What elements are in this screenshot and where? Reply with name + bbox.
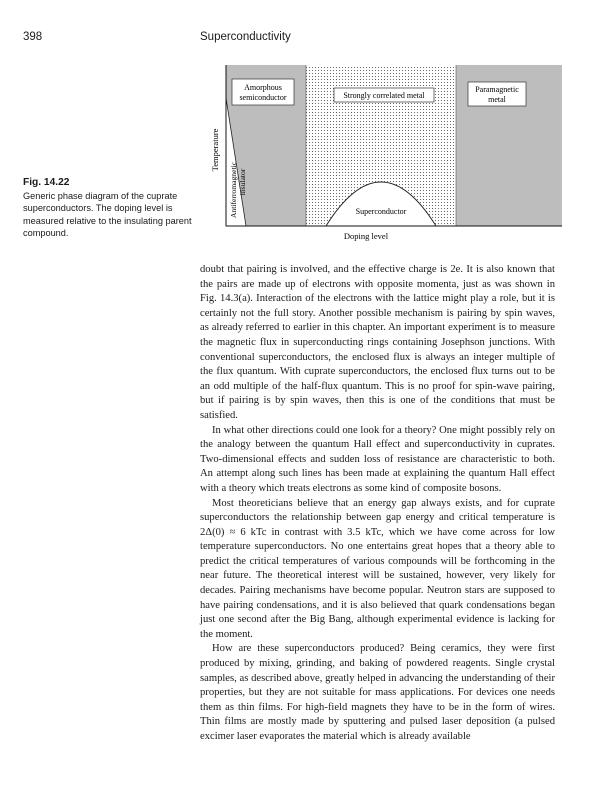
superconductor-label: Superconductor [355, 207, 407, 216]
figure-label: Fig. 14.22 [23, 177, 70, 188]
x-axis-label: Doping level [343, 231, 389, 241]
amorphous-label-1: Amorphous [244, 83, 282, 92]
paragraph-1: doubt that pairing is involved, and the effective charge is 2e. It is also known that the pairs are made up of electrons with opposite momenta, just as was shown in Fig. 14.3(a). Interaction of the electrons with the lattice might play a role, but it is certainly not the full story. Another possible mechanism is pairing by spin waves, as already referred to earlier in this chapter. An important experiment is to measure the magnetic flux in superconducting rings containing Josephson junctions. With conventional superconductors, the enclosed flux is always an integer multiple of the flux quantum. With cuprate superconductors, the enclosed flux turns out to be an odd multiple of the half-flux quantum. This is no proof for spin-wave pairing, but if pairing is by spin waves, then this is one of the conditions that must be satisfied. [200, 264, 555, 421]
phase-diagram-figure [206, 60, 566, 245]
running-title: Superconductivity [200, 31, 291, 43]
figure-caption [23, 177, 198, 239]
page-number: 398 [23, 31, 43, 43]
paramagnetic-label-2: metal [488, 95, 506, 104]
afm-label-1: Antiferromagnetic [229, 161, 238, 219]
paragraph-2: In what other directions could one look for a theory? One might possibly rely on the analogy between the quantum Hall effect and superconductivity in cuprates. Two-dimensional effects and sudden loss of resistance are characteristic to both. An attempt along such lines has been made at explaining the quantum Hall effect with a theory which treats electrons as some kind of composite bosons. [200, 424, 555, 494]
figure-caption-text: Generic phase diagram of the cuprate superconductors. The doping level is measured relative to the insulating parent compound. [23, 191, 192, 238]
y-axis-label: Temperature [210, 128, 220, 172]
body-text [200, 263, 555, 745]
correlated-metal-label: Strongly correlated metal [343, 91, 425, 100]
paramagnetic-label-1: Paramagnetic [475, 85, 519, 94]
paragraph-3: Most theoreticians believe that an energy gap always exists, and for cuprate superconductors the relationship between gap energy and critical temperature is 2Δ(0) ≈ 6 kTc in contrast with 3.5 kTc, which we have come across for low temperature superconductors. No one entertains great hopes that a theory able to predict the critical temperatures of various compounds will be forthcoming in the near future. The theoretical interest will be sustained, however, very likely for decades. Pairing mechanisms have become popular. Neutron stars are supposed to have pairing condensations, and it is also believed that quark condensations began just one second after the Big Bang, although experimental evidence is lacking for the moment. [200, 497, 555, 640]
amorphous-label-2: semiconductor [239, 93, 287, 102]
afm-label-2: insulator [238, 168, 247, 196]
paragraph-4: How are these superconductors produced? Being ceramics, they were first produced by mixing, grinding, and baking of powdered reagents. Single crystal samples, as described above, greatly helped in advancing the understanding of their properties, but they are not suitable for mass applications. For devices one needs them as thin films. For high-field magnets they have to be in the form of wires. Thin films are mostly made by sputtering and pulsed laser deposition (a pulsed excimer laser evaporates the material which is already available [200, 643, 555, 742]
